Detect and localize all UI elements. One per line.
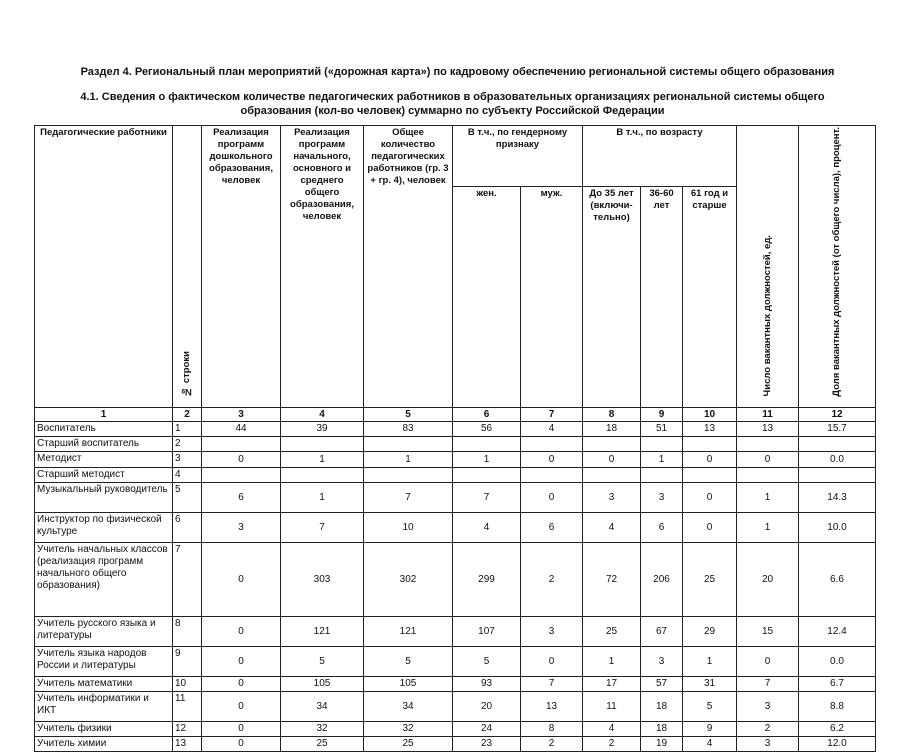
row-label: Учитель математики	[35, 676, 173, 691]
cell-c8: 18	[583, 421, 641, 436]
cell-c6: 24	[453, 721, 521, 736]
table-row	[35, 691, 876, 721]
cell-c7: 2	[521, 542, 583, 616]
cell-c11: 3	[737, 691, 799, 721]
cell-c9: 57	[641, 676, 683, 691]
cell-c5: 121	[364, 616, 453, 646]
cell-c8: 3	[583, 482, 641, 512]
cell-c12: 6.2	[799, 721, 876, 736]
cell-c6: 56	[453, 421, 521, 436]
cell-c10: 9	[683, 721, 737, 736]
row-label: Старший методист	[35, 467, 173, 482]
cell-c7: 0	[521, 451, 583, 467]
header-vacancies	[737, 126, 799, 408]
cell-c6: 5	[453, 646, 521, 676]
cell-c9: 18	[641, 721, 683, 736]
row-number: 9	[173, 646, 202, 676]
cell-c3: 0	[202, 676, 281, 691]
cell-c9: 51	[641, 421, 683, 436]
cell-c12: 0.0	[799, 451, 876, 467]
cell-c5: 83	[364, 421, 453, 436]
cell-c10: 5	[683, 691, 737, 721]
header-age-36-60: 36-60 лет	[641, 186, 683, 407]
cell-c4: 1	[281, 482, 364, 512]
cell-c11: 1	[737, 482, 799, 512]
cell-c4: 34	[281, 691, 364, 721]
cell-c6: 1	[453, 451, 521, 467]
cell-c6: 107	[453, 616, 521, 646]
row-number: 5	[173, 482, 202, 512]
column-number: 11	[737, 407, 799, 421]
cell-c4: 32	[281, 721, 364, 736]
cell-c7: 3	[521, 616, 583, 646]
cell-c3: 0	[202, 616, 281, 646]
cell-c6: 7	[453, 482, 521, 512]
cell-c11: 3	[737, 736, 799, 751]
column-number: 6	[453, 407, 521, 421]
column-number: 1	[35, 407, 173, 421]
table-row	[35, 616, 876, 646]
cell-c4: 25	[281, 736, 364, 751]
cell-c10: 25	[683, 542, 737, 616]
row-label: Учитель химии	[35, 736, 173, 751]
table-row	[35, 721, 876, 736]
cell-c7: 4	[521, 421, 583, 436]
cell-c9	[641, 467, 683, 482]
cell-c3: 0	[202, 542, 281, 616]
cell-c3: 0	[202, 451, 281, 467]
table-row	[35, 421, 876, 436]
cell-c5: 7	[364, 482, 453, 512]
cell-c12: 6.7	[799, 676, 876, 691]
table-row	[35, 436, 876, 451]
cell-c11: 0	[737, 451, 799, 467]
table-row	[35, 512, 876, 542]
cell-c12	[799, 436, 876, 451]
column-number: 4	[281, 407, 364, 421]
cell-c5: 32	[364, 721, 453, 736]
row-number: 3	[173, 451, 202, 467]
row-label: Учитель начальных классов (реализация программ начального общего образования)	[35, 542, 173, 616]
cell-c9: 6	[641, 512, 683, 542]
cell-c6: 20	[453, 691, 521, 721]
header-general-education: Реализация программ начального, основного и среднего общего образования, человек	[281, 126, 364, 408]
cell-c11: 7	[737, 676, 799, 691]
header-gender-group: В т.ч., по гендерному признаку	[453, 126, 583, 187]
cell-c10: 31	[683, 676, 737, 691]
cell-c10	[683, 436, 737, 451]
cell-c8	[583, 436, 641, 451]
row-number: 4	[173, 467, 202, 482]
cell-c12: 14.3	[799, 482, 876, 512]
cell-c11: 20	[737, 542, 799, 616]
cell-c6: 299	[453, 542, 521, 616]
row-number: 7	[173, 542, 202, 616]
cell-c8: 17	[583, 676, 641, 691]
cell-c10: 0	[683, 512, 737, 542]
column-number: 7	[521, 407, 583, 421]
row-label: Учитель русского языка и литературы	[35, 616, 173, 646]
column-number: 9	[641, 407, 683, 421]
header-total: Общее количество педагогических работников (гр. 3 + гр. 4), человек	[364, 126, 453, 408]
cell-c5: 105	[364, 676, 453, 691]
cell-c5: 302	[364, 542, 453, 616]
header-vacancy-share-text: Доля вакантных должностей (от общего числа), процент.	[831, 127, 842, 397]
cell-c3: 6	[202, 482, 281, 512]
cell-c5: 10	[364, 512, 453, 542]
cell-c10: 0	[683, 451, 737, 467]
cell-c3: 0	[202, 736, 281, 751]
cell-c3: 3	[202, 512, 281, 542]
cell-c9: 1	[641, 451, 683, 467]
cell-c8: 25	[583, 616, 641, 646]
cell-c8: 2	[583, 736, 641, 751]
cell-c3	[202, 436, 281, 451]
cell-c11: 0	[737, 646, 799, 676]
table-row	[35, 646, 876, 676]
row-label: Инструктор по физической культуре	[35, 512, 173, 542]
row-label: Старший воспитатель	[35, 436, 173, 451]
cell-c4: 121	[281, 616, 364, 646]
cell-c8: 1	[583, 646, 641, 676]
cell-c9: 19	[641, 736, 683, 751]
cell-c11	[737, 436, 799, 451]
row-label: Методист	[35, 451, 173, 467]
cell-c8: 4	[583, 512, 641, 542]
row-number: 2	[173, 436, 202, 451]
cell-c6	[453, 467, 521, 482]
header-row-number-text: № строки	[181, 350, 192, 397]
cell-c8: 0	[583, 451, 641, 467]
row-number: 13	[173, 736, 202, 751]
cell-c5: 1	[364, 451, 453, 467]
cell-c3: 0	[202, 721, 281, 736]
cell-c9: 18	[641, 691, 683, 721]
cell-c12: 6.6	[799, 542, 876, 616]
cell-c3: 44	[202, 421, 281, 436]
cell-c9: 3	[641, 482, 683, 512]
row-number: 10	[173, 676, 202, 691]
cell-c12: 8.8	[799, 691, 876, 721]
cell-c4: 39	[281, 421, 364, 436]
header-vacancies-text: Число вакантных должностей, ед.	[761, 235, 773, 397]
column-number: 10	[683, 407, 737, 421]
cell-c12: 10.0	[799, 512, 876, 542]
column-number: 8	[583, 407, 641, 421]
cell-c11: 2	[737, 721, 799, 736]
cell-c12: 15.7	[799, 421, 876, 436]
header-age-group: В т.ч., по возрасту	[583, 126, 737, 187]
header-vacancy-share	[799, 126, 876, 408]
cell-c9: 206	[641, 542, 683, 616]
cell-c11	[737, 467, 799, 482]
row-number: 11	[173, 691, 202, 721]
cell-c4: 5	[281, 646, 364, 676]
cell-c4: 105	[281, 676, 364, 691]
table-subtitle-line2: образования (кол-во человек) суммарно по субъекту Российской Федерации	[240, 105, 665, 117]
row-number: 1	[173, 421, 202, 436]
header-preschool: Реализация программ дошкольного образования, человек	[202, 126, 281, 408]
cell-c7	[521, 436, 583, 451]
cell-c8	[583, 467, 641, 482]
row-label: Воспитатель	[35, 421, 173, 436]
cell-c10: 29	[683, 616, 737, 646]
staff-table	[34, 125, 876, 752]
cell-c11: 13	[737, 421, 799, 436]
column-number: 5	[364, 407, 453, 421]
cell-c4: 7	[281, 512, 364, 542]
cell-c10: 1	[683, 646, 737, 676]
row-label: Учитель информатики и ИКТ	[35, 691, 173, 721]
cell-c10: 4	[683, 736, 737, 751]
cell-c5: 25	[364, 736, 453, 751]
cell-c7: 6	[521, 512, 583, 542]
cell-c7	[521, 467, 583, 482]
cell-c10: 13	[683, 421, 737, 436]
header-age-61-plus: 61 год и старше	[683, 186, 737, 407]
cell-c3: 0	[202, 646, 281, 676]
table-subtitle	[0, 90, 905, 118]
cell-c5	[364, 436, 453, 451]
row-number: 12	[173, 721, 202, 736]
cell-c9	[641, 436, 683, 451]
row-number: 6	[173, 512, 202, 542]
header-row-number	[173, 126, 202, 408]
cell-c7: 7	[521, 676, 583, 691]
row-number: 8	[173, 616, 202, 646]
cell-c4: 1	[281, 451, 364, 467]
cell-c5: 5	[364, 646, 453, 676]
cell-c8: 72	[583, 542, 641, 616]
cell-c10	[683, 467, 737, 482]
cell-c9: 67	[641, 616, 683, 646]
column-number: 2	[173, 407, 202, 421]
cell-c4: 303	[281, 542, 364, 616]
cell-c12: 0.0	[799, 646, 876, 676]
cell-c11: 1	[737, 512, 799, 542]
table-row	[35, 736, 876, 751]
cell-c9: 3	[641, 646, 683, 676]
cell-c4	[281, 436, 364, 451]
cell-c6: 23	[453, 736, 521, 751]
cell-c7: 2	[521, 736, 583, 751]
column-number: 3	[202, 407, 281, 421]
column-number: 12	[799, 407, 876, 421]
cell-c7: 0	[521, 482, 583, 512]
cell-c12: 12.0	[799, 736, 876, 751]
cell-c3	[202, 467, 281, 482]
cell-c6: 93	[453, 676, 521, 691]
cell-c12: 12.4	[799, 616, 876, 646]
cell-c6	[453, 436, 521, 451]
cell-c4	[281, 467, 364, 482]
cell-c7: 0	[521, 646, 583, 676]
cell-c8: 11	[583, 691, 641, 721]
cell-c7: 13	[521, 691, 583, 721]
cell-c5	[364, 467, 453, 482]
table-row	[35, 467, 876, 482]
cell-c12	[799, 467, 876, 482]
cell-c8: 4	[583, 721, 641, 736]
header-age-under-35: До 35 лет (включи-тельно)	[583, 186, 641, 407]
table-row	[35, 482, 876, 512]
section-title: Раздел 4. Региональный план мероприятий («дорожная карта») по кадровому обеспечению региональной системы общего образования	[80, 66, 835, 78]
cell-c10: 0	[683, 482, 737, 512]
table-row	[35, 676, 876, 691]
header-pedagogical-workers: Педагогические работники	[35, 126, 173, 408]
header-male: муж.	[521, 186, 583, 407]
cell-c5: 34	[364, 691, 453, 721]
row-label: Музыкальный руководитель	[35, 482, 173, 512]
table-row	[35, 542, 876, 616]
header-female: жен.	[453, 186, 521, 407]
cell-c11: 15	[737, 616, 799, 646]
table-subtitle-line1: 4.1. Сведения о фактическом количестве педагогических работников в образовательных организациях региональной системы общего	[80, 91, 825, 103]
cell-c6: 4	[453, 512, 521, 542]
cell-c7: 8	[521, 721, 583, 736]
row-label: Учитель физики	[35, 721, 173, 736]
column-number-row	[35, 407, 876, 421]
cell-c3: 0	[202, 691, 281, 721]
table-row	[35, 451, 876, 467]
row-label: Учитель языка народов России и литературы	[35, 646, 173, 676]
